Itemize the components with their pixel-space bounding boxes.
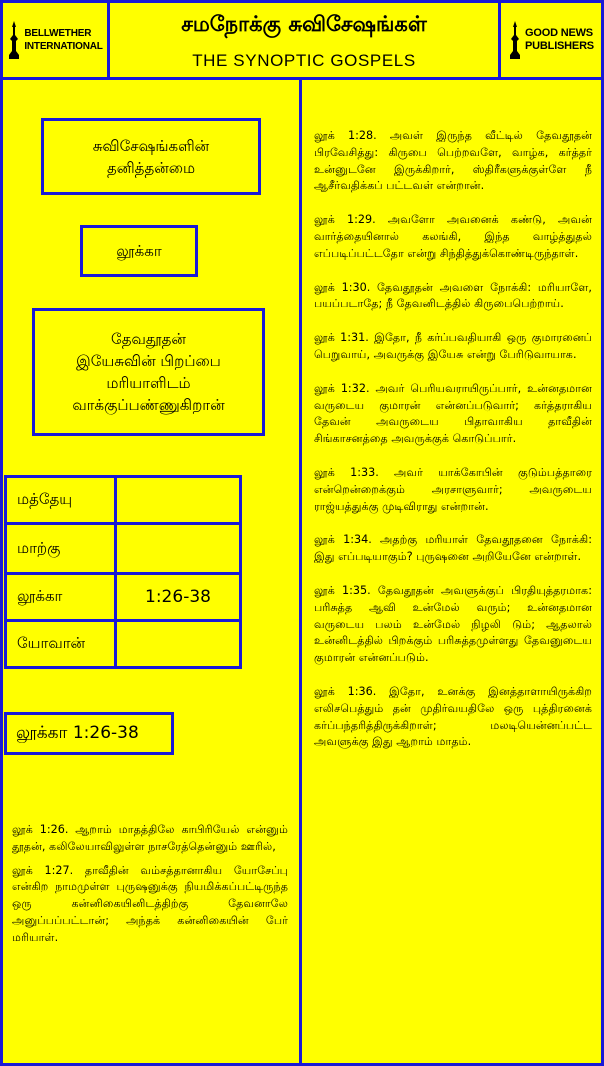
- verse: லூக் 1:33. அவர் யாக்கோபின் குடும்பத்தாரை என்றென்றைக்கும் அரசாளுவார்; அவருடைய ராஜ்யத்துக்கு முடிவிராது என்றான்.: [314, 465, 592, 513]
- table-row-john-ref: [114, 619, 242, 669]
- good-news-logo-line2: PUBLISHERS: [525, 40, 594, 52]
- section-title-line: தனித்தன்மை: [106, 158, 196, 177]
- title-box: [107, 0, 501, 80]
- event-line: இயேசுவின் பிறப்பை: [76, 352, 221, 370]
- lamp-icon: [508, 19, 522, 61]
- event-box: [32, 308, 265, 436]
- verse: லூக் 1:35. தேவதூதன் அவளுக்குப் பிரதியுத்தரமாக: பரிசுத்த ஆவி உன்மேல் வரும்; உன்னதமான வருடைய பலம் உன்மேல் நிழலி டும்; ஆதலால் உன்னிடத்தில் பிறக்கும் பரிசுத்தமுள்ளது தேவனுடைய குமாரன் என்னப்படும்.: [314, 583, 592, 665]
- section-title-line: சுவிசேஷங்களின்: [92, 136, 210, 155]
- bellwether-logo-box: [0, 0, 110, 80]
- good-news-logo-box: [498, 0, 604, 80]
- bellwether-logo-line2: INTERNATIONAL: [24, 41, 103, 52]
- passage-reference-box: [4, 712, 174, 755]
- good-news-logo-text: [525, 27, 594, 53]
- table-row-luke-label: லூக்கா: [4, 572, 117, 622]
- verse: லூக் 1:30. தேவதூதன் அவளை நோக்கி: மரியாளே, பயப்படாதே; நீ தேவனிடத்தில் கிருபைபெற்றாய்.: [314, 280, 592, 311]
- table-row-john-label: யோவான்: [4, 619, 117, 669]
- verse: லூக் 1:31. இதோ, நீ கர்ப்பவதியாகி ஒரு குமாரனைப் பெறுவாய், அவருக்கு இயேசு என்று பேரிடுவாயாக.: [314, 331, 592, 361]
- table-row-matthew-ref: [114, 475, 242, 525]
- table-row-mark-ref: [114, 522, 242, 575]
- bellwether-logo-text: [24, 27, 102, 53]
- verse: லூக் 1:32. அவர் பெரியவராயிருப்பார், உன்னதமான வருடைய குமாரன் என்னப்படுவார்; கர்த்தராகிய தேவன் அவருடைய பிதாவாகிய தாவீதின் சிங்காசனத்தை அவருக்குக் கொடுப்பார்.: [314, 381, 592, 446]
- title-tamil: சமநோக்கு சுவிசேஷங்கள்: [181, 12, 427, 36]
- table-row-luke-ref: 1:26-38: [114, 572, 242, 622]
- good-news-logo-line1: GOOD NEWS: [525, 27, 593, 39]
- table-row-matthew-label: மத்தேயு: [4, 475, 117, 525]
- left-verses: [12, 822, 288, 954]
- event-line: வாக்குப்பண்ணுகிறான்: [72, 396, 225, 414]
- right-verses: [314, 128, 592, 768]
- event-line: மரியாளிடம்: [106, 374, 191, 392]
- verse: லூக் 1:26. ஆறாம் மாதத்திலே காபிரியேல் என்னும் தூதன், கலிலேயாவிலுள்ள நாசரேத்தென்னும் ஊரில்,: [12, 823, 288, 853]
- verse: லூக் 1:29. அவளோ அவனைக் கண்டு, அவன் வார்த்தையினால் கலங்கி, இந்த வாழ்த்துதல் எப்படிப்பட்டதோ என்று சிந்தித்துக்கொண்டிருந்தாள்.: [314, 213, 592, 260]
- passage-reference: லூக்கா 1:26-38: [16, 722, 139, 743]
- section-title-box: [41, 118, 261, 195]
- table-row-mark-label: மாற்கு: [4, 522, 117, 575]
- verse: லூக் 1:28. அவள் இருந்த வீட்டில் தேவதூதன் பிரவேசித்து: கிருபை பெற்றவளே, வாழ்க, கர்த்தர் உன்னுடனே இருக்கிறார், ஸ்திரீகளுக்குள்ளே நீ ஆசீர்வதிக்கப் பட்டவள் என்றான்.: [314, 129, 592, 193]
- gospel-name: லூக்கா: [116, 242, 162, 260]
- lamp-icon: [7, 19, 21, 61]
- title-english: THE SYNOPTIC GOSPELS: [192, 51, 416, 70]
- gospel-name-box: [80, 225, 198, 277]
- verse: லூக் 1:34. அதற்கு மரியாள் தேவதூதனை நோக்கி: இது எப்படியாகும்? புருஷனை அறியேனே என்றாள்.: [314, 533, 592, 564]
- verse: லூக் 1:27. தாவீதின் வம்சத்தானாகிய யோசேப்பு என்கிற நாமமுள்ள புருஷனுக்கு நியமிக்கப்பட்டிருந்த ஒரு கன்னிகையினிடத்திற்கு தேவனாலே அனுப்பப்பட்டான்; அந்தக் கன்னிகையின் பேர் மரியாள்.: [12, 863, 288, 944]
- verse: லூக் 1:36. இதோ, உனக்கு இனத்தாளாயிருக்கிற எலிசபெத்தும் தன் முதிர்வயதிலே ஒரு புத்திரனைக் கர்ப்பந்தரித்திருக்கிறாள்; மலடியென்னப்பட்ட அவளுக்கு இது ஆறாம் மாதம்.: [314, 684, 592, 749]
- event-line: தேவதூதன்: [111, 330, 186, 348]
- bellwether-logo-line1: BELLWETHER: [24, 28, 92, 39]
